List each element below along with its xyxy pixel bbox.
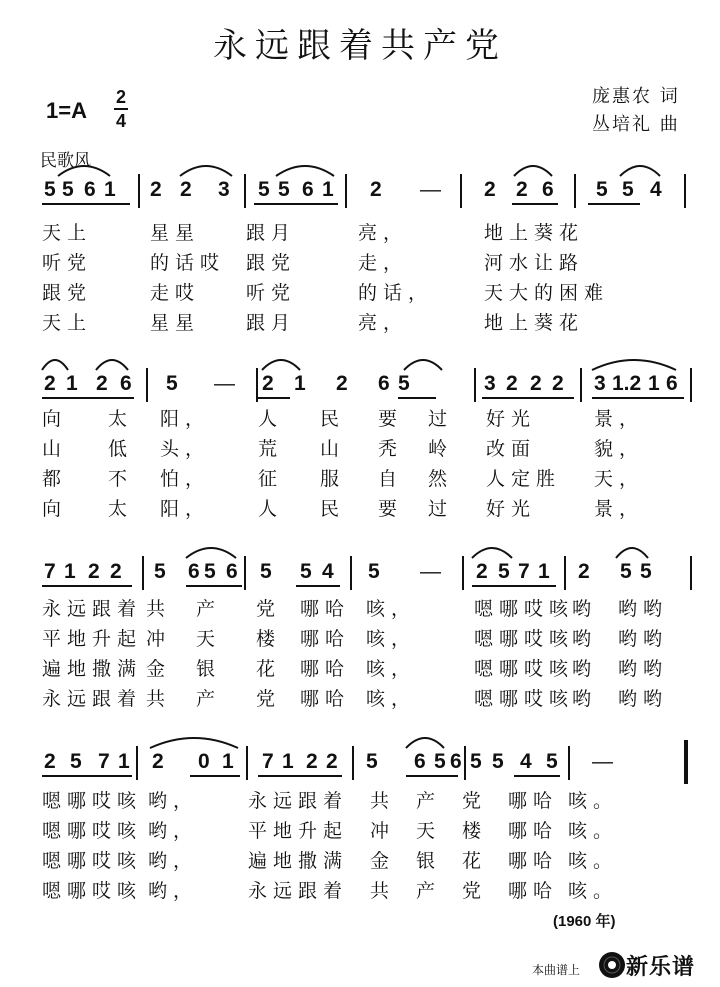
lyric-word: 哟 xyxy=(572,658,598,680)
note: 2 xyxy=(516,178,528,201)
note: 7 xyxy=(518,560,530,583)
note: 6 xyxy=(378,372,390,395)
lyric-word: 产 xyxy=(416,790,442,812)
lyric-word: 低 xyxy=(108,438,134,460)
lyric-word: 嗯哪哎咳 xyxy=(42,820,143,842)
lyric-word: 咳。 xyxy=(568,820,619,842)
note: 2 xyxy=(476,560,488,583)
lyric-word: 的话， xyxy=(358,282,434,304)
note: 2 xyxy=(578,560,590,583)
note: 3 xyxy=(594,372,606,395)
lyric-word: 哟 xyxy=(572,598,598,620)
lyric-word: 咳， xyxy=(366,688,417,710)
lyric-word: 荒 xyxy=(258,438,284,460)
note: 2 xyxy=(96,372,108,395)
lyric-word: 永远跟着 xyxy=(248,790,349,812)
lyric-word: 哟， xyxy=(148,850,199,872)
note: 2 xyxy=(326,750,338,773)
note: 5 xyxy=(166,372,178,395)
lyric-word: 人 xyxy=(258,498,284,520)
lyric-word: 金 xyxy=(370,850,396,872)
lyric-word: 过 xyxy=(428,408,454,430)
lyric-word: 哪哈 xyxy=(508,880,559,902)
lyric-word: 自 xyxy=(378,468,404,490)
lyric-word: 岭 xyxy=(428,438,454,460)
note: 1 xyxy=(282,750,294,773)
lyric-word: 哪哈 xyxy=(508,790,559,812)
note: 4 xyxy=(520,750,532,773)
note: 5 xyxy=(640,560,652,583)
note: 2 xyxy=(530,372,542,395)
lyric-word: 共 xyxy=(370,790,396,812)
note: 6 xyxy=(666,372,678,395)
note: — xyxy=(420,560,441,583)
note: 2 xyxy=(262,372,274,395)
note: 3 xyxy=(218,178,230,201)
note: 5 xyxy=(492,750,504,773)
lyric-word: 冲 xyxy=(370,820,396,842)
lyric-word: 哪哈 xyxy=(300,628,351,650)
composer-credit: 丛培礼 曲 xyxy=(592,114,680,135)
note: 1 xyxy=(64,560,76,583)
lyric-word: 咳， xyxy=(366,628,417,650)
lyric-word: 党 xyxy=(462,880,488,902)
note: 2 xyxy=(44,750,56,773)
lyric-word: 头， xyxy=(160,438,211,460)
note: — xyxy=(214,372,235,395)
note: 5 xyxy=(260,560,272,583)
lyric-word: 哟 xyxy=(572,688,598,710)
lyric-word: 咳。 xyxy=(568,850,619,872)
lyric-word: 怕， xyxy=(160,468,211,490)
note: 4 xyxy=(322,560,334,583)
lyric-word: 地上葵花 xyxy=(484,222,585,244)
note: 6 xyxy=(188,560,200,583)
note: 5 xyxy=(368,560,380,583)
lyric-word: 跟党 xyxy=(246,252,297,274)
lyric-word: 哪哈 xyxy=(508,820,559,842)
slur xyxy=(150,738,238,748)
lyric-word: 哟哟 xyxy=(618,598,669,620)
lyric-word: 天上 xyxy=(42,312,93,334)
lyric-word: 阳， xyxy=(160,408,211,430)
lyric-word: 跟党 xyxy=(42,282,93,304)
note: 5 xyxy=(622,178,634,201)
lyric-word: 咳， xyxy=(366,598,417,620)
lyric-word: 阳， xyxy=(160,498,211,520)
lyric-word: 的话哎 xyxy=(150,252,226,274)
lyric-word: 嗯哪哎咳 xyxy=(42,880,143,902)
lyric-word: 天大的困难 xyxy=(484,282,610,304)
lyric-word: 太 xyxy=(108,408,134,430)
watermark-prefix: 本曲谱上 xyxy=(532,963,581,977)
style-marking: 民歌风 xyxy=(40,151,91,171)
note: 2 xyxy=(152,750,164,773)
lyric-word: 哪哈 xyxy=(300,598,351,620)
lyric-word: 天， xyxy=(594,468,645,490)
note: 5 xyxy=(546,750,558,773)
lyric-word: 星星 xyxy=(150,222,201,244)
note: 0 xyxy=(198,750,210,773)
lyric-word: 咳。 xyxy=(568,790,619,812)
lyric-word: 平地升起 xyxy=(248,820,349,842)
note: 1 xyxy=(104,178,116,201)
lyric-word: 嗯哪哎咳 xyxy=(42,850,143,872)
note: 6 xyxy=(302,178,314,201)
note: 1 xyxy=(538,560,550,583)
lyric-word: 楼 xyxy=(256,628,282,650)
lyric-word: 听党 xyxy=(42,252,93,274)
lyric-word: 服 xyxy=(320,468,346,490)
note: — xyxy=(420,178,441,201)
note: 6 xyxy=(226,560,238,583)
lyric-word: 民 xyxy=(320,498,346,520)
lyric-word: 人 xyxy=(258,408,284,430)
lyric-word: 哟， xyxy=(148,790,199,812)
note: 5 xyxy=(366,750,378,773)
lyric-word: 山 xyxy=(42,438,68,460)
lyric-word: 星星 xyxy=(150,312,201,334)
note: 2 xyxy=(370,178,382,201)
note: 2 xyxy=(484,178,496,201)
lyric-word: 民 xyxy=(320,408,346,430)
lyric-word: 党 xyxy=(462,790,488,812)
note: 5 xyxy=(44,178,56,201)
note: 5 xyxy=(398,372,410,395)
lyric-word: 共 xyxy=(146,598,172,620)
lyric-word: 景， xyxy=(594,498,645,520)
lyric-word: 哟 xyxy=(572,628,598,650)
lyric-word: 银 xyxy=(416,850,442,872)
note: 5 xyxy=(620,560,632,583)
note: 1 xyxy=(118,750,130,773)
lyric-word: 哪哈 xyxy=(300,658,351,680)
lyric-word: 好光 xyxy=(486,408,537,430)
lyric-word: 亮， xyxy=(358,222,409,244)
note: 7 xyxy=(262,750,274,773)
lyric-word: 向 xyxy=(42,408,68,430)
note: 5 xyxy=(204,560,216,583)
note: 3 xyxy=(484,372,496,395)
note: 2 xyxy=(506,372,518,395)
note: 2 xyxy=(150,178,162,201)
year-note: (1960 年) xyxy=(553,913,616,930)
lyric-word: 咳， xyxy=(366,658,417,680)
meter-bottom: 4 xyxy=(115,111,126,131)
note: 2 xyxy=(44,372,56,395)
lyric-word: 跟月 xyxy=(246,222,297,244)
note: 5 xyxy=(498,560,510,583)
lyric-word: 哟， xyxy=(148,820,199,842)
lyric-word: 永远跟着 xyxy=(248,880,349,902)
lyric-word: 哪哈 xyxy=(300,688,351,710)
lyric-word: 嗯哪哎咳 xyxy=(474,598,575,620)
lyric-word: 哟哟 xyxy=(618,658,669,680)
slur xyxy=(406,738,444,748)
note: 2 xyxy=(336,372,348,395)
lyric-word: 遍地撒满 xyxy=(42,658,143,680)
lyric-word: 天 xyxy=(416,820,442,842)
lyric-word: 太 xyxy=(108,498,134,520)
lyric-word: 人定胜 xyxy=(486,468,562,490)
note: 7 xyxy=(98,750,110,773)
lyric-word: 产 xyxy=(416,880,442,902)
note: 5 xyxy=(258,178,270,201)
lyric-word: 党 xyxy=(256,688,282,710)
note: 2 xyxy=(306,750,318,773)
lyric-word: 银 xyxy=(196,658,222,680)
note: 6 xyxy=(542,178,554,201)
lyric-word: 嗯哪哎咳 xyxy=(474,688,575,710)
lyric-word: 花 xyxy=(462,850,488,872)
lyric-word: 党 xyxy=(256,598,282,620)
note: 4 xyxy=(650,178,662,201)
note: 1 xyxy=(66,372,78,395)
note: 1 xyxy=(648,372,660,395)
meter-top: 2 xyxy=(115,87,126,107)
lyric-word: 花 xyxy=(256,658,282,680)
watermark-site: 新乐谱 xyxy=(626,955,696,980)
lyric-word: 改面 xyxy=(486,438,537,460)
lyric-word: 地上葵花 xyxy=(484,312,585,334)
lyric-word: 永远跟着 xyxy=(42,688,143,710)
lyric-word: 咳。 xyxy=(568,880,619,902)
lyric-word: 永远跟着 xyxy=(42,598,143,620)
lyric-word: 哟哟 xyxy=(618,688,669,710)
lyric-word: 征 xyxy=(258,468,284,490)
note: 5 xyxy=(470,750,482,773)
note: 6 xyxy=(450,750,462,773)
note: 5 xyxy=(62,178,74,201)
note: 2 xyxy=(110,560,122,583)
note: 6 xyxy=(120,372,132,395)
lyric-word: 都 xyxy=(42,468,68,490)
lyric-word: 秃 xyxy=(378,438,404,460)
note: 5 xyxy=(70,750,82,773)
lyric-word: 走， xyxy=(358,252,409,274)
note: 1.2 xyxy=(612,372,642,395)
note: 1 xyxy=(222,750,234,773)
lyric-word: 哪哈 xyxy=(508,850,559,872)
lyric-word: 楼 xyxy=(462,820,488,842)
lyric-word: 然 xyxy=(428,468,454,490)
lyric-word: 天 xyxy=(196,628,222,650)
lyric-word: 哟， xyxy=(148,880,199,902)
song-title: 永远跟着共产党 xyxy=(213,26,507,66)
lyric-word: 要 xyxy=(378,408,404,430)
note: 5 xyxy=(154,560,166,583)
lyricist-credit: 庞惠农 词 xyxy=(592,86,680,107)
note: 5 xyxy=(596,178,608,201)
lyric-word: 共 xyxy=(146,688,172,710)
lyric-word: 向 xyxy=(42,498,68,520)
note: 2 xyxy=(180,178,192,201)
lyric-word: 产 xyxy=(196,598,222,620)
lyric-word: 要 xyxy=(378,498,404,520)
lyric-word: 跟月 xyxy=(246,312,297,334)
note: — xyxy=(592,750,613,773)
lyric-word: 共 xyxy=(370,880,396,902)
lyric-word: 嗯哪哎咳 xyxy=(474,628,575,650)
lyric-word: 平地升起 xyxy=(42,628,143,650)
note: 6 xyxy=(84,178,96,201)
lyric-word: 好光 xyxy=(486,498,537,520)
lyric-word: 嗯哪哎咳 xyxy=(474,658,575,680)
lyric-word: 金 xyxy=(146,658,172,680)
lyric-word: 嗯哪哎咳 xyxy=(42,790,143,812)
note: 6 xyxy=(414,750,426,773)
note: 2 xyxy=(552,372,564,395)
lyric-word: 过 xyxy=(428,498,454,520)
lyric-word: 产 xyxy=(196,688,222,710)
lyric-word: 走哎 xyxy=(150,282,201,304)
lyric-word: 貌， xyxy=(594,438,645,460)
note: 1 xyxy=(294,372,306,395)
key-signature: 1=A xyxy=(46,98,87,123)
lyric-word: 听党 xyxy=(246,282,297,304)
note: 2 xyxy=(88,560,100,583)
lyric-word: 河水让路 xyxy=(484,252,585,274)
note: 5 xyxy=(278,178,290,201)
note: 7 xyxy=(44,560,56,583)
note: 5 xyxy=(300,560,312,583)
lyric-word: 遍地撒满 xyxy=(248,850,349,872)
note: 1 xyxy=(322,178,334,201)
lyric-word: 亮， xyxy=(358,312,409,334)
lyric-word: 冲 xyxy=(146,628,172,650)
lyric-word: 景， xyxy=(594,408,645,430)
lyric-word: 哟哟 xyxy=(618,628,669,650)
note: 5 xyxy=(434,750,446,773)
lyric-word: 不 xyxy=(108,468,134,490)
lyric-word: 山 xyxy=(320,438,346,460)
lyric-word: 天上 xyxy=(42,222,93,244)
